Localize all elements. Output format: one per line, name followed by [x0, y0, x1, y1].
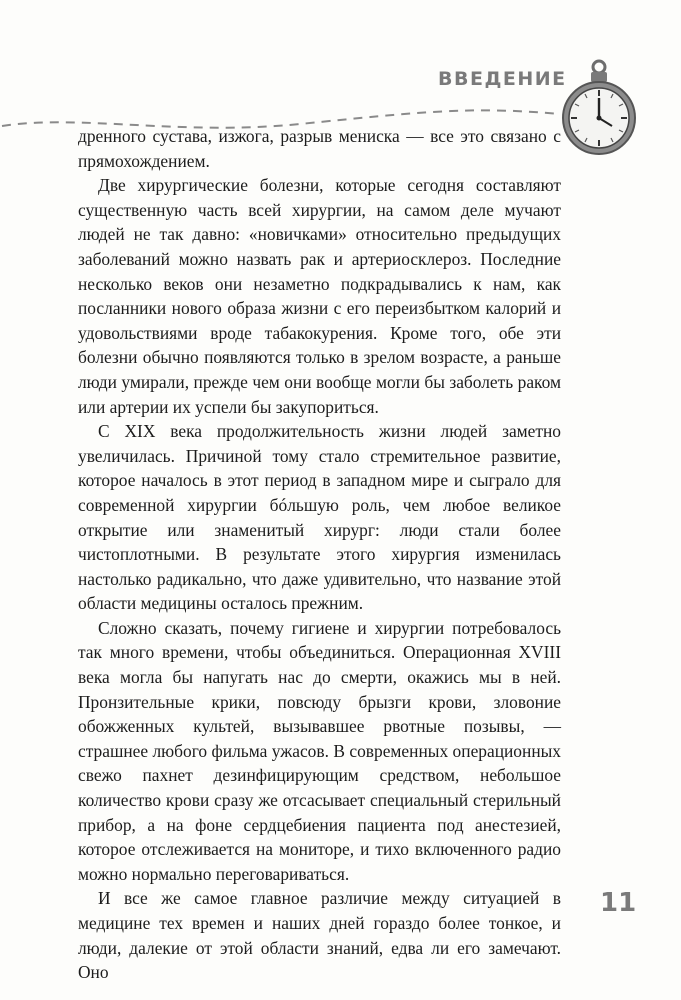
paragraph-4: Сложно сказать, почему гигиене и хирургии потребовалось так много времени, чтобы объединиться. Операционная XVIII века могла бы напугать нас до смерти, окажись мы в ней. Пронзительные крики, повсюду брызги крови, зловоние обожженных культей, вызывавшее рвотные позывы, — страшнее любого фильма ужасов. В современных операционных свежо пахнет дезинфицирующим средством, небольшое количество крови сразу же отсасывает специальный стерильный прибор, а на фоне сердцебиения пациента под анестезией, которое отслеживается на мониторе, и тихо включенного радио можно нормально переговариваться. [78, 617, 561, 884]
page-number: 11 [600, 888, 637, 918]
paragraph-2: Две хирургические болезни, которые сегодня составляют существенную часть всей хирургии, на самом деле мучают людей не так давно: «новичками» относительно предыдущих заболеваний можно назвать рак и артериосклероз. Последние несколько веков они незаметно подкрадывались к нам, как посланники нового образа жизни с его переизбытком калорий и удовольствиями вроде табакокурения. Кроме того, обе эти болезни обычно появляются только в зрелом возрасте, а раньше люди умирали, прежде чем они вообще могли бы заболеть раком или артерии их успели бы закупориться. [78, 175, 561, 417]
pocket-watch-icon [560, 58, 638, 164]
paragraph-5: И все же самое главное различие между ситуацией в медицине тех времен и наших дней гораздо более тонкое, и люди, далекие от этой области знаний, едва ли его замечают. Оно [78, 888, 561, 983]
section-title: ВВЕДЕНИЕ [438, 68, 567, 90]
body-text [78, 124, 561, 985]
paragraph-1: дренного сустава, изжога, разрыв мениска — все это связано с прямохождением. [78, 126, 561, 171]
paragraph-3: С XIX века продолжительность жизни людей заметно увеличилась. Причиной тому стало стремительное развитие, которое началось в этот период в западном мире и сыграло для современной хирургии бóльшую роль, чем любое великое открытие или знаменитый хирург: люди стали более чистоплотными. В результате этого хирургия изменилась настолько радикально, что даже удивительно, что название этой области медицины осталось прежним. [78, 421, 561, 614]
